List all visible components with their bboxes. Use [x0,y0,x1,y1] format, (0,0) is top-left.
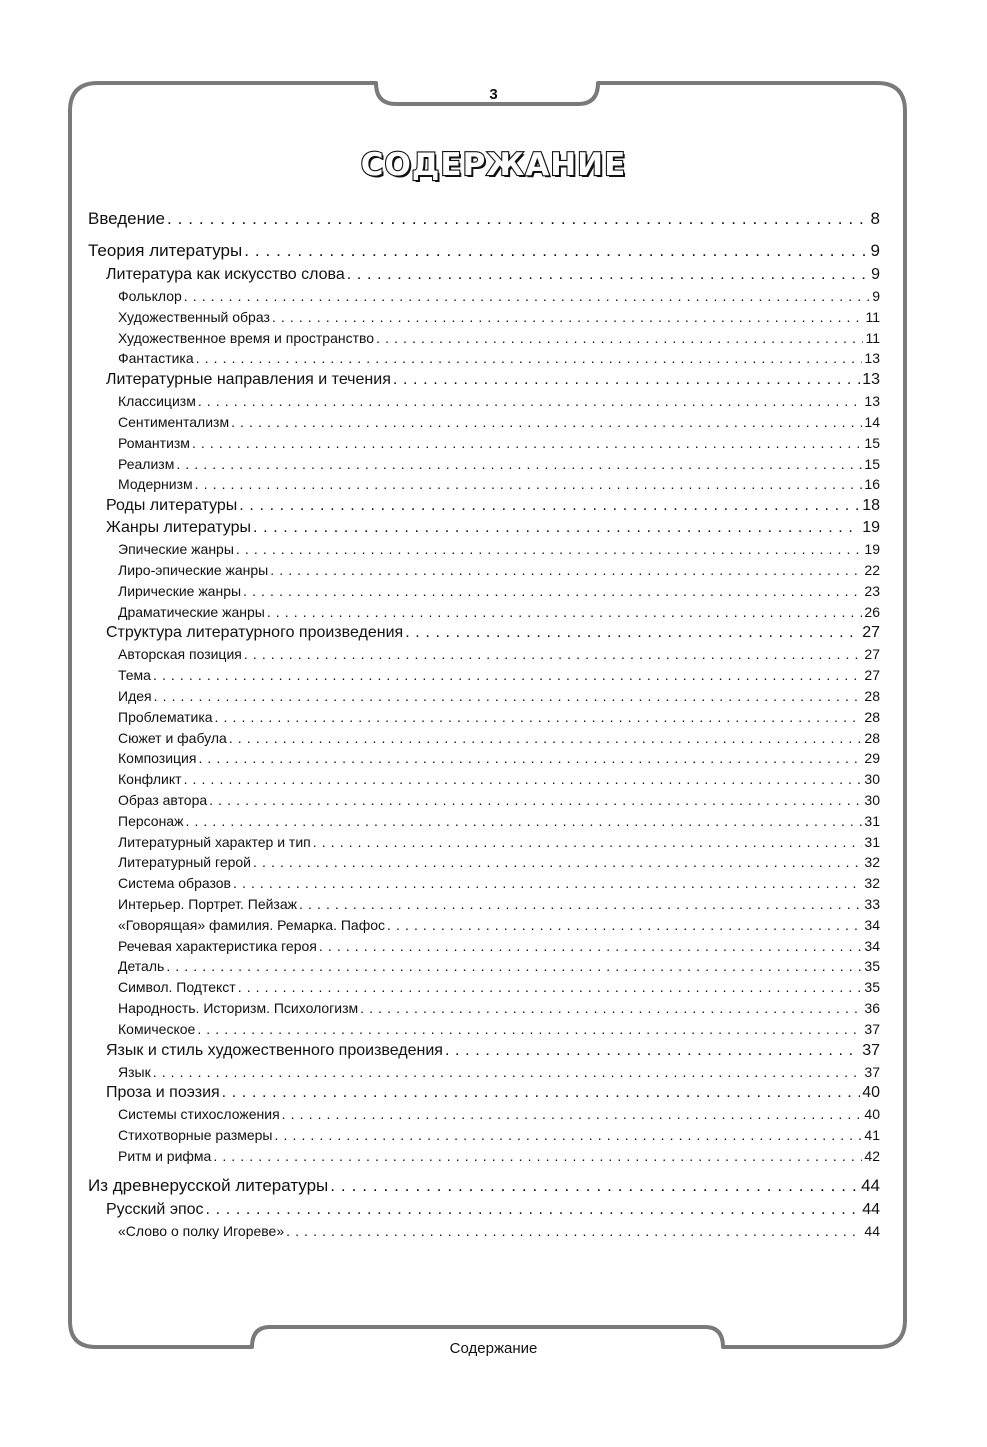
toc-entry-title: «Говорящая» фамилия. Ремарка. Пафос [118,916,386,933]
toc-entry-title: Проза и поэзия [106,1084,220,1102]
toc-entry-title: Модернизм [118,476,193,493]
toc-entry-page: 27 [864,646,880,663]
toc-entry [88,391,880,412]
toc-entry-title: Фольклор [118,288,182,304]
toc-entry [88,238,880,264]
toc-entry-page: 29 [864,750,880,767]
toc-entry-title: Драматические жанры [118,603,265,620]
toc-entry-title: Жанры литературы [106,519,252,537]
toc-entry-title: Интерьер. Портрет. Пейзаж [118,895,297,912]
toc-entry-title: Системы стихосложения [118,1106,280,1123]
toc-entry [88,1125,880,1146]
toc-entry-page: 11 [865,308,880,325]
dot-leader [253,852,862,873]
toc-entry [88,665,880,686]
dot-leader [195,474,863,495]
toc-entry [88,832,880,853]
toc-entry-page: 15 [864,434,880,451]
dot-leader [167,206,869,232]
toc-entry [88,1104,880,1125]
toc-entry-title: Структура литературного произведения [106,624,404,642]
toc-entry [88,790,880,811]
toc-entry [88,454,880,475]
toc-entry-title: Литературные направления и течения [106,371,391,389]
dot-leader [206,1199,861,1221]
toc-entry [88,1082,880,1104]
dot-leader [393,369,860,391]
toc-entry-page: 37 [864,1063,880,1080]
toc-entry-page: 42 [864,1147,880,1164]
dot-leader [233,873,862,894]
toc-entry [88,264,880,286]
toc-entry-title: Роды литературы [106,497,238,515]
dot-leader [209,790,862,811]
toc-entry-title: Стихотворные размеры [118,1127,273,1144]
dot-leader [215,707,863,728]
toc-entry-title: Авторская позиция [118,646,242,663]
dot-leader [270,560,862,581]
toc-entry-page: 22 [864,561,880,578]
toc-entry-title: Конфликт [118,771,182,788]
toc-entry-page: 15 [864,455,880,472]
dot-leader [154,686,863,707]
toc-entry-page: 8 [870,209,880,228]
toc-entry-title: Сентиментализм [118,413,230,430]
toc-entry [88,1146,880,1167]
toc-entry-title: Литературный герой [118,854,251,871]
dot-leader [197,1019,862,1040]
toc-entry-title: Художественное время и пространство [118,329,375,346]
toc-entry-page: 18 [862,497,880,515]
toc-entry [88,602,880,623]
toc-entry [88,1062,880,1083]
dot-leader [231,412,862,433]
toc-entry [88,1221,880,1242]
toc-entry-page: 23 [864,582,880,599]
dot-leader [445,1040,860,1062]
toc-entry [88,539,880,560]
dot-leader [267,602,863,623]
dot-leader [239,495,860,517]
toc-entry [88,852,880,873]
toc-entry-title: Лирические жанры [118,582,242,599]
toc-entry [88,1199,880,1221]
toc-entry-title: Литература как искусство слова [106,266,345,283]
toc-entry-title: «Слово о полку Игореве» [118,1222,285,1239]
toc-entry-page: 27 [862,624,880,642]
toc-entry [88,748,880,769]
toc-entry-title: Введение [88,209,165,228]
toc-entry [88,956,880,977]
toc-entry-page: 19 [862,519,880,537]
toc-entry-title: Идея [118,687,152,704]
dot-leader [299,894,862,915]
toc-entry-title: Фантастика [118,350,194,367]
dot-leader [196,348,863,369]
toc-entry-page: 32 [864,875,880,892]
toc-entry-title: Литературный характер и тип [118,833,311,850]
dot-leader [243,581,862,602]
toc-entry-page: 32 [864,854,880,871]
toc-entry-page: 9 [871,266,880,283]
toc-entry [88,707,880,728]
toc-entry-title: Из древнерусской литературы [88,1175,329,1195]
toc-entry-title: Речевая характеристика героя [118,937,317,954]
toc-entry-title: Символ. Подтекст [118,979,236,996]
dot-leader [153,665,862,686]
toc-entry-title: Композиция [118,750,197,767]
toc-entry [88,206,880,232]
toc-entry [88,915,880,936]
dot-leader [387,915,862,936]
dot-leader [330,1173,859,1199]
toc-entry-page: 28 [864,729,880,746]
dot-leader [275,1125,863,1146]
table-of-contents [88,206,880,1241]
toc-entry [88,495,880,517]
toc-entry [88,622,880,644]
dot-leader [236,539,863,560]
toc-entry-page: 41 [864,1127,880,1144]
toc-entry-page: 30 [864,791,880,808]
toc-entry [88,474,880,495]
toc-entry-title: Тема [118,667,151,684]
toc-entry-page: 28 [864,708,880,725]
toc-entry-page: 40 [862,1084,880,1102]
toc-entry-title: Ритм и рифма [118,1147,212,1164]
toc-entry-title: Романтизм [118,434,190,451]
dot-leader [244,644,863,665]
dot-leader [229,728,863,749]
toc-entry-title: Реализм [118,455,175,472]
toc-entry [88,1019,880,1040]
toc-entry-title: Художественный образ [118,308,270,325]
toc-entry-title: Проблематика [118,708,213,725]
toc-entry-title: Комическое [118,1020,196,1037]
toc-entry-title: Теория литературы [88,241,243,260]
toc-entry-page: 27 [864,667,880,684]
toc-entry [88,686,880,707]
toc-entry [88,581,880,602]
dot-leader [153,1062,863,1083]
toc-entry-title: Народность. Историзм. Психологизм [118,999,359,1016]
toc-entry-page: 14 [864,413,880,430]
toc-entry [88,328,880,349]
toc-entry-title: Русский эпос [106,1200,204,1218]
dot-leader [253,517,860,539]
toc-entry-title: Деталь [118,958,165,975]
toc-entry-page: 44 [864,1222,880,1239]
dot-leader [166,956,862,977]
dot-leader [185,811,862,832]
toc-entry-page: 13 [862,371,880,389]
toc-entry [88,286,880,307]
dot-leader [184,769,863,790]
dot-leader [376,328,863,349]
dot-leader [282,1104,863,1125]
dot-leader [176,454,862,475]
toc-entry-page: 19 [864,541,880,558]
toc-entry-title: Персонаж [118,812,184,829]
toc-entry [88,517,880,539]
toc-entry-page: 30 [864,771,880,788]
toc-entry [88,977,880,998]
dot-leader [286,1221,862,1242]
toc-entry-page: 40 [864,1106,880,1123]
toc-entry [88,1040,880,1062]
toc-entry [88,412,880,433]
dot-leader [347,264,869,286]
toc-entry-title: Образ автора [118,791,208,808]
toc-entry [88,873,880,894]
dot-leader [244,238,868,264]
toc-entry-page: 9 [872,288,880,304]
toc-entry-page: 33 [864,895,880,912]
dot-leader [405,622,860,644]
toc-entry [88,369,880,391]
toc-entry-title: Сюжет и фабула [118,729,227,746]
toc-entry-page: 9 [870,241,880,260]
toc-entry-title: Система образов [118,875,231,892]
toc-entry-page: 35 [864,979,880,996]
dot-leader [360,998,862,1019]
page-title: СОДЕРЖАНИЕ [360,147,627,183]
dot-leader [313,832,863,853]
dot-leader [222,1082,861,1104]
toc-entry [88,894,880,915]
toc-entry [88,728,880,749]
toc-entry-title: Классицизм [118,393,196,410]
toc-entry-title: Лиро-эпические жанры [118,561,269,578]
dot-leader [198,391,863,412]
toc-entry-title: Язык и стиль художественного произведения [106,1041,443,1059]
toc-entry-page: 13 [864,350,880,367]
dot-leader [192,433,862,454]
toc-entry [88,560,880,581]
toc-entry-page: 13 [864,393,880,410]
toc-entry-page: 44 [862,1200,880,1218]
toc-entry-page: 35 [864,958,880,975]
page-number: 3 [489,86,498,103]
running-footer: Содержание [449,1340,538,1357]
toc-entry-page: 28 [864,687,880,704]
toc-entry-page: 36 [864,999,880,1016]
toc-entry-page: 31 [864,833,880,850]
toc-entry-page: 44 [861,1175,880,1195]
toc-entry [88,348,880,369]
toc-entry-page: 31 [864,812,880,829]
dot-leader [319,936,863,957]
toc-entry [88,644,880,665]
toc-entry [88,1173,880,1199]
toc-entry-page: 26 [864,603,880,620]
dot-leader [184,286,870,307]
dot-leader [213,1146,862,1167]
toc-entry-page: 11 [865,329,880,346]
toc-entry-page: 34 [864,937,880,954]
toc-entry [88,936,880,957]
dot-leader [272,307,864,328]
toc-entry [88,307,880,328]
toc-entry-page: 16 [864,476,880,493]
toc-entry-page: 37 [864,1020,880,1037]
dot-leader [238,977,863,998]
toc-entry-page: 34 [864,916,880,933]
toc-entry [88,998,880,1019]
toc-entry [88,433,880,454]
toc-entry-page: 37 [862,1041,880,1059]
toc-entry-title: Эпические жанры [118,541,234,558]
toc-entry-title: Язык [118,1063,151,1080]
toc-entry [88,769,880,790]
toc-entry [88,811,880,832]
dot-leader [198,748,862,769]
